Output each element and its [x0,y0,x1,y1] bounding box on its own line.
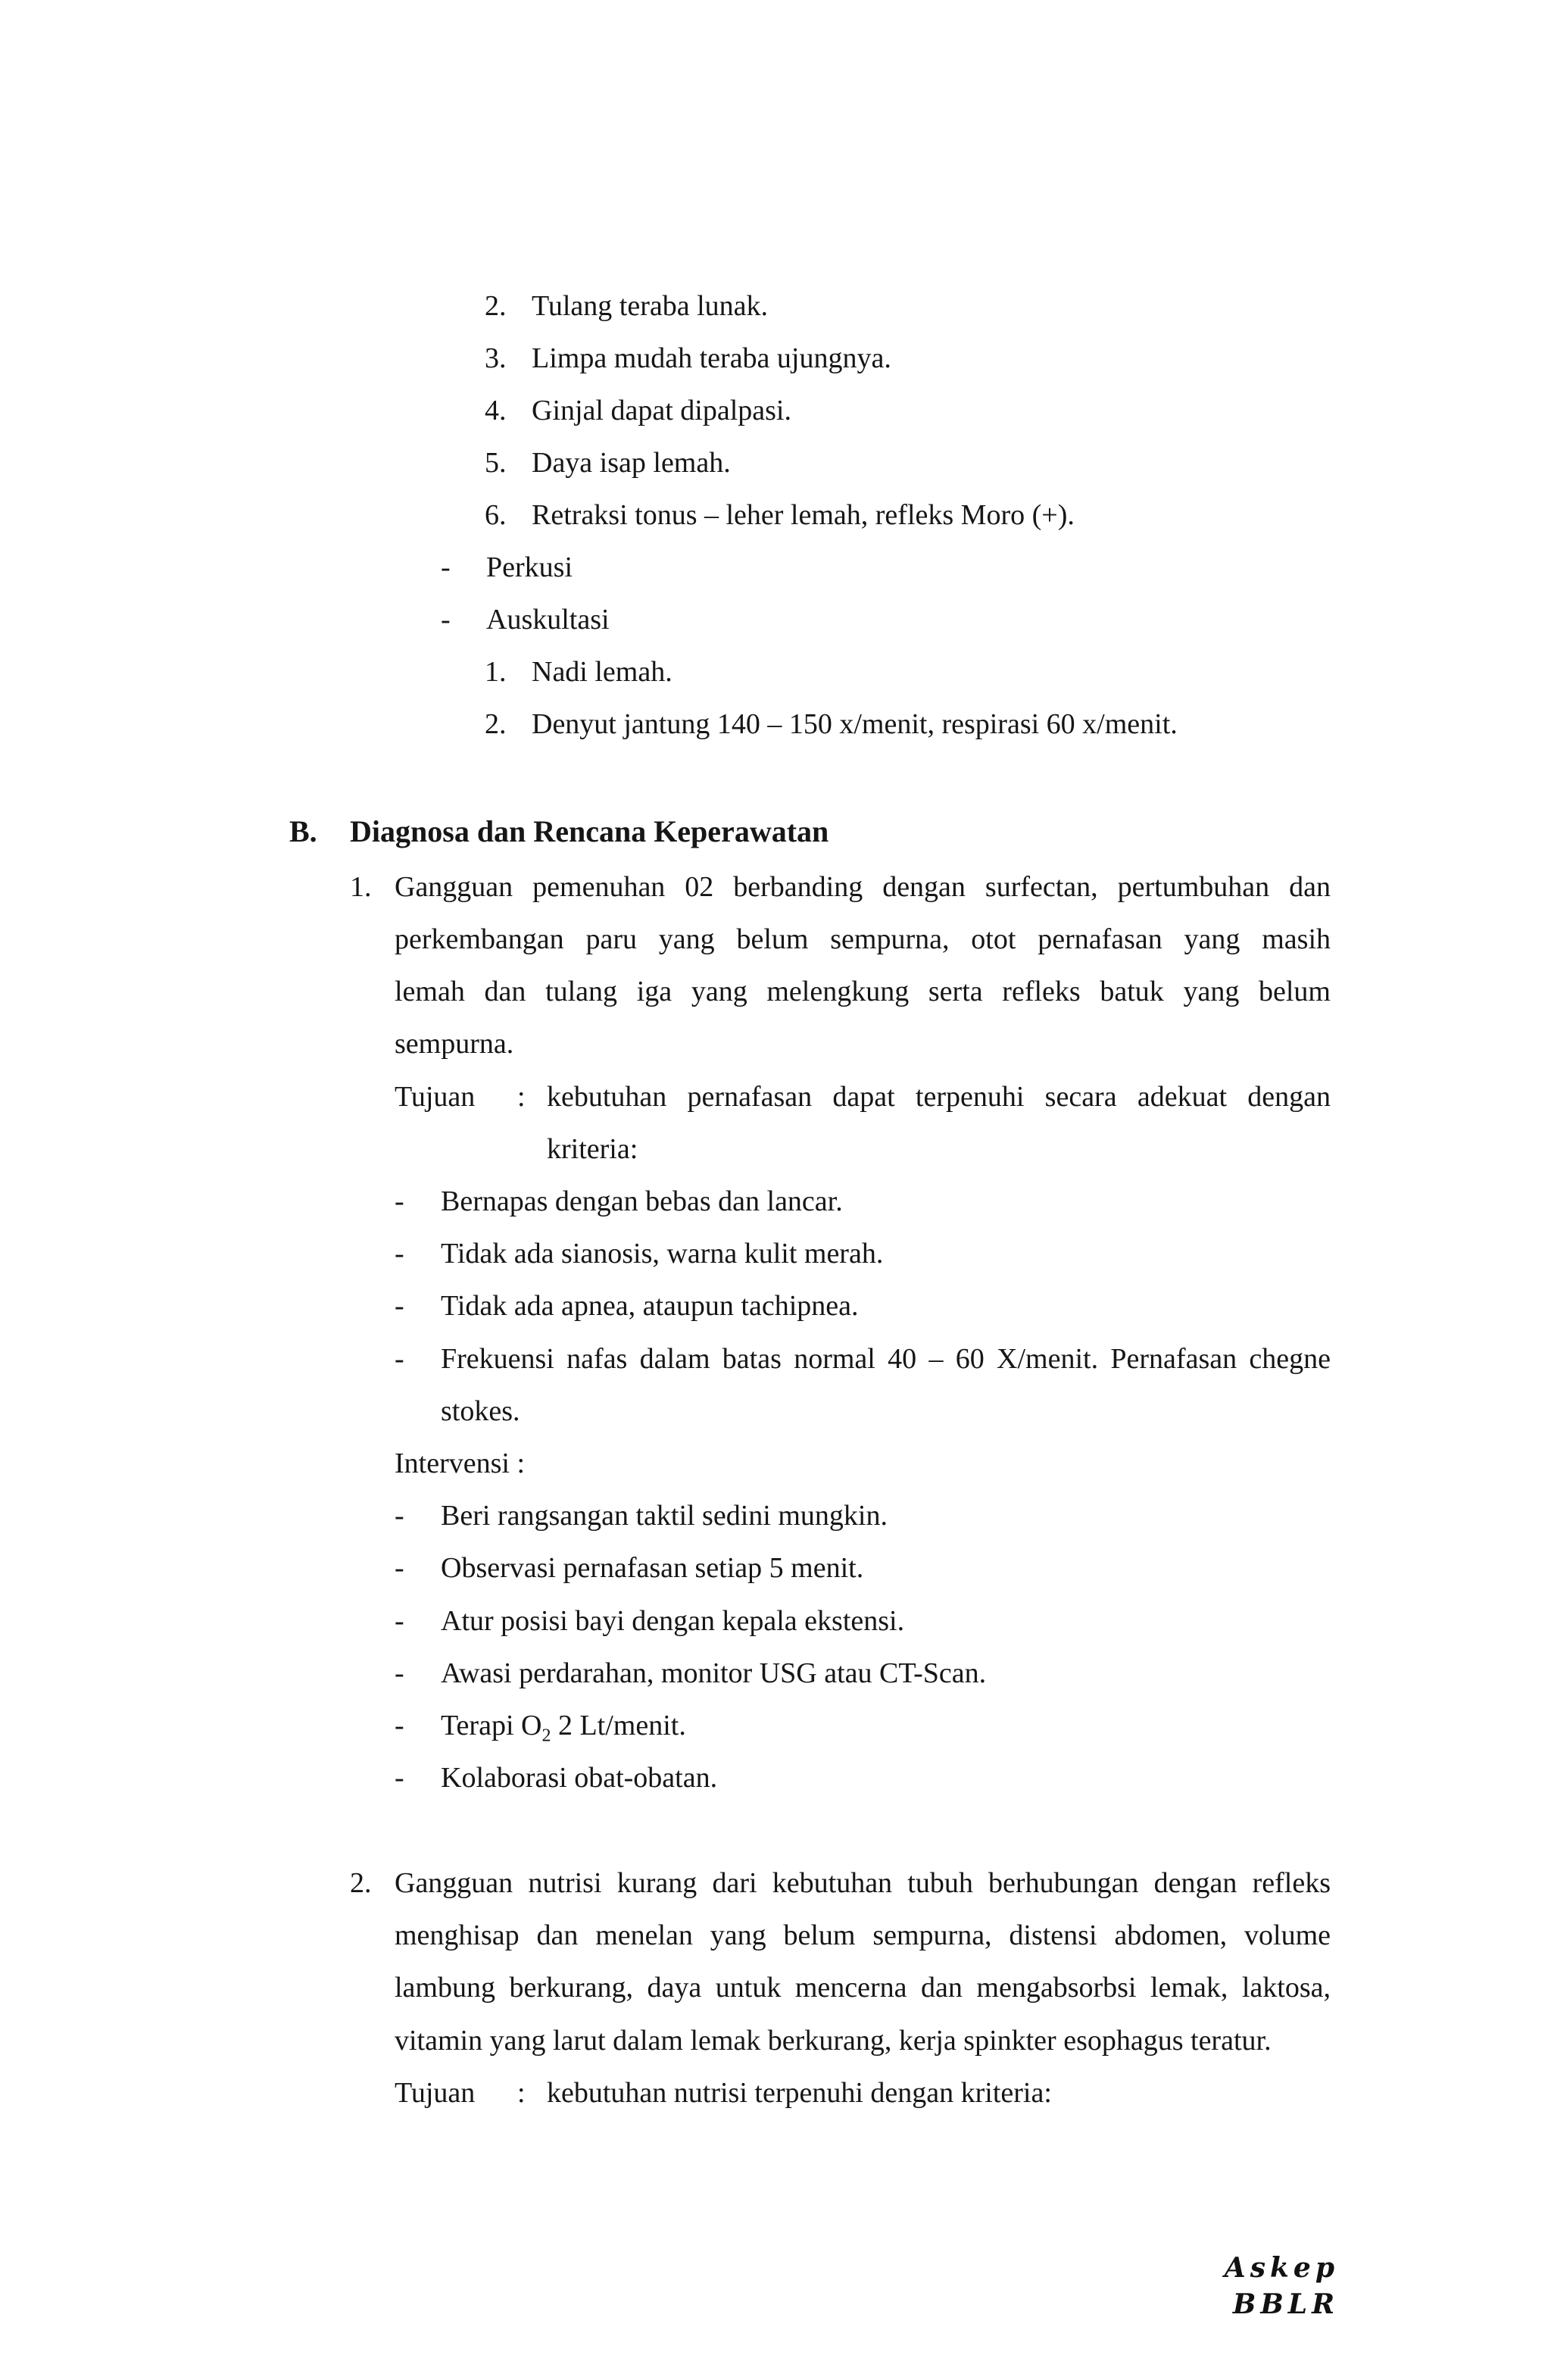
palpasi-item-num: 3. [485,342,507,374]
intervensi-dash: - [395,1762,404,1794]
kriteria-dash: - [395,1290,404,1322]
diagnosis-text-line: vitamin yang larut dalam lemak berkurang, kerja spinkter esophagus teratur. [395,2025,1272,2057]
kriteria-dash: - [395,1238,404,1270]
palpasi-item-text: Daya isap lemah. [532,447,731,479]
kriteria-item: Bernapas dengan bebas dan lancar. [441,1185,843,1217]
kriteria-item: Tidak ada sianosis, warna kulit merah. [441,1238,884,1270]
kriteria-item-continuation: stokes. [441,1395,520,1427]
kriteria-dash: - [395,1185,404,1217]
palpasi-item-num: 5. [485,447,507,479]
diagnosis-text-line: Gangguan nutrisi kurang dari kebutuhan tubuh berhubungan dengan refleks [395,1867,1331,1899]
palpasi-item-text: Tulang teraba lunak. [532,290,769,322]
tujuan-text: kebutuhan nutrisi terpenuhi dengan kriteria: [547,2077,1052,2109]
diagnosis-text-line: perkembangan paru yang belum sempurna, otot pernafasan yang masih [395,923,1331,955]
intervensi-item: Observasi pernafasan setiap 5 menit. [441,1552,864,1584]
page-footer: Askep BBLR [1224,2252,1339,2320]
diagnosis-text-line: sempurna. [395,1028,514,1060]
kriteria-item: Tidak ada apnea, ataupun tachipnea. [441,1290,859,1322]
auskultasi-item-num: 2. [485,708,507,740]
intervensi-dash: - [395,1500,404,1532]
intervensi-item: Awasi perdarahan, monitor USG atau CT-Scan. [441,1657,987,1689]
perkusi-dash: - [441,551,451,583]
intervensi-item: Beri rangsangan taktil sedini mungkin. [441,1500,888,1532]
section-title: Diagnosa dan Rencana Keperawatan [350,814,829,848]
intervensi-dash: - [395,1552,404,1584]
kriteria-item: Frekuensi nafas dalam batas normal 40 – 60 X/menit. Pernafasan chegne [441,1343,1331,1375]
auskultasi-item-num: 1. [485,656,507,688]
auskultasi-item-text: Nadi lemah. [532,656,673,688]
diagnosis-text-line: Gangguan pemenuhan 02 berbanding dengan surfectan, pertumbuhan dan [395,871,1331,903]
tujuan-label: Tujuan [395,2077,476,2109]
intervensi-item: Atur posisi bayi dengan kepala ekstensi. [441,1605,905,1637]
tujuan-text-line: kriteria: [547,1133,638,1165]
intervensi-item: Kolaborasi obat-obatan. [441,1762,718,1794]
kriteria-dash: - [395,1343,404,1375]
oxygen-subscript: 2 [541,1726,551,1746]
intervensi-dash: - [395,1710,404,1741]
palpasi-item-num: 2. [485,290,507,322]
palpasi-item-text: Retraksi tonus – leher lemah, refleks Moro (+). [532,499,1075,531]
tujuan-colon: : [517,1081,526,1113]
intervensi-dash: - [395,1657,404,1689]
palpasi-item-num: 6. [485,499,507,531]
tujuan-label: Tujuan [395,1081,476,1113]
diagnosis-number: 1. [350,871,372,903]
intervensi-label: Intervensi : [395,1448,526,1479]
auskultasi-item-text: Denyut jantung 140 – 150 x/menit, respirasi 60 x/menit. [532,708,1178,740]
diagnosis-text-line: lambung berkurang, daya untuk mencerna dan mengabsorbsi lemak, laktosa, [395,1972,1331,2004]
palpasi-item-text: Limpa mudah teraba ujungnya. [532,342,891,374]
palpasi-item-text: Ginjal dapat dipalpasi. [532,395,791,426]
tujuan-text-line: kebutuhan pernafasan dapat terpenuhi secara adekuat dengan [547,1081,1331,1113]
auskultasi-dash: - [441,604,451,636]
diagnosis-number: 2. [350,1867,372,1899]
tujuan-colon: : [517,2077,526,2109]
diagnosis-text-line: lemah dan tulang iga yang melengkung serta refleks batuk yang belum [395,976,1331,1007]
perkusi-label: Perkusi [486,551,573,583]
diagnosis-text-line: menghisap dan menelan yang belum sempurna, distensi abdomen, volume [395,1919,1331,1951]
intervensi-item: Terapi $O_2$ 2 Lt/menit. [441,1710,686,1746]
section-letter: B. [289,814,317,848]
palpasi-item-num: 4. [485,395,507,426]
auskultasi-label: Auskultasi [486,604,610,636]
intervensi-dash: - [395,1605,404,1637]
